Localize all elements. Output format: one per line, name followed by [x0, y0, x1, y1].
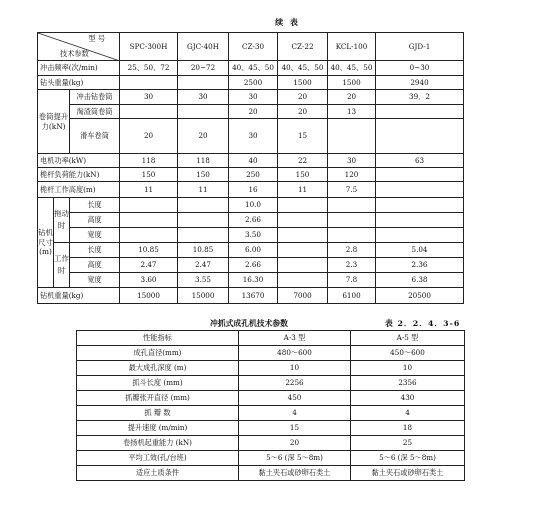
table-cell: 120	[328, 168, 376, 182]
table-cell: 11	[278, 182, 328, 198]
row-label: 滑车卷筒	[70, 119, 120, 154]
table-cell	[278, 198, 328, 213]
table-cell: 7.8	[328, 273, 376, 288]
row-label: 提升速度 (m/min)	[77, 421, 239, 436]
row-label: 适应土质条件	[77, 466, 239, 481]
table-cell	[376, 105, 464, 119]
table-row	[38, 154, 464, 168]
table-cell: 30	[328, 154, 376, 168]
table-cell: 13670	[229, 288, 278, 304]
table-row	[77, 376, 465, 391]
row-label: 长度	[70, 198, 120, 213]
row-label: 高度	[70, 213, 120, 228]
grab-rig-table-title: 冲抓式成孔机技术参数	[210, 319, 288, 328]
model-header: KCL-100	[328, 33, 376, 61]
table-cell: 25	[351, 436, 465, 451]
table-cell: 黏土夹石或砂卵石类土	[351, 466, 465, 481]
table-cell: 39．2	[376, 90, 464, 105]
table-cell	[328, 119, 376, 154]
table-cell: 22	[278, 154, 328, 168]
table-cell: 2.66	[229, 258, 278, 273]
table-cell: 4	[351, 406, 465, 421]
table-cell: 30	[229, 90, 278, 105]
table-cell: 2.8	[328, 243, 376, 258]
row-label: 卷扬机起重能力 (kN)	[77, 436, 239, 451]
table-cell	[376, 119, 464, 154]
table-cell	[328, 228, 376, 243]
table-cell: 11	[178, 182, 229, 198]
row-label: 成孔直径(mm)	[77, 346, 239, 361]
table-row	[38, 198, 464, 213]
table-cell: 118	[178, 154, 229, 168]
table-row	[38, 182, 464, 198]
table-cell	[120, 105, 178, 119]
table-row	[38, 76, 464, 90]
table-cell	[120, 198, 178, 213]
diagonal-header-cell	[38, 33, 120, 61]
table-cell: 10	[351, 361, 465, 376]
row-label: 冲击钻卷筒	[70, 90, 120, 105]
table-cell: 15	[278, 119, 328, 154]
row-label: 抓瓣张开直径 (mm)	[77, 391, 239, 406]
table-cell: 7.5	[328, 182, 376, 198]
row-label: 淘渣筒卷筒	[70, 105, 120, 119]
table-cell: 15	[239, 421, 351, 436]
table-cell: 40	[229, 154, 278, 168]
table-cell	[376, 228, 464, 243]
table-cell	[120, 76, 178, 90]
table-cell: 63	[376, 154, 464, 168]
table-row	[77, 451, 465, 466]
table-row	[38, 213, 464, 228]
table-cell: 2940	[376, 76, 464, 90]
table-cell: 6.00	[229, 243, 278, 258]
table-cell: 10	[239, 361, 351, 376]
table-cell	[278, 273, 328, 288]
row-label: 抓 瓣 数	[77, 406, 239, 421]
table-cell: 40、45、50	[328, 61, 376, 76]
row-label: 宽度	[70, 228, 120, 243]
table-row	[38, 90, 464, 105]
drum-group-label: 卷筒提升力(kN)	[38, 90, 70, 154]
table-header-row	[77, 331, 465, 346]
table-cell: 150	[120, 168, 178, 182]
row-label: 抓斗长度 (mm)	[77, 376, 239, 391]
table-cell: 15000	[120, 288, 178, 304]
table-cell: 1500	[328, 76, 376, 90]
table-row	[77, 406, 465, 421]
table-cell: 20	[178, 119, 229, 154]
row-label: 桅杆负荷能力(kN)	[38, 168, 120, 182]
table-cell: 10.85	[120, 243, 178, 258]
row-label: 钻头重量(kg)	[38, 76, 120, 90]
table-cell: 4	[239, 406, 351, 421]
table-cell: 250	[229, 168, 278, 182]
table-cell: 黏土夹石或砂卵石类土	[239, 466, 351, 481]
model-header: GJD-1	[376, 33, 464, 61]
row-label: 冲击频率(次/min)	[38, 61, 120, 76]
grab-rig-spec-table	[76, 330, 465, 481]
table-cell: 10.85	[178, 243, 229, 258]
table-cell: 2256	[239, 376, 351, 391]
table-cell	[178, 213, 229, 228]
table-cell: 30	[120, 90, 178, 105]
table-row	[77, 391, 465, 406]
table-cell: 450～600	[351, 346, 465, 361]
table-cell: 18	[351, 421, 465, 436]
table-row	[77, 421, 465, 436]
table-cell: 1500	[278, 76, 328, 90]
header-type-label: 型 号	[88, 34, 106, 43]
table-cell	[178, 76, 229, 90]
table-cell: 0~30	[376, 61, 464, 76]
table-row	[77, 346, 465, 361]
table-cell: 5.04	[376, 243, 464, 258]
table-cell: 2500	[229, 76, 278, 90]
row-label: 桅杆工作高度(m)	[38, 182, 120, 198]
table-row	[38, 61, 464, 76]
table-cell	[328, 198, 376, 213]
column-header: A-3 型	[239, 331, 351, 346]
row-label: 最大成孔深度 (m)	[77, 361, 239, 376]
table-cell: 7000	[278, 288, 328, 304]
model-header: GJC-40H	[178, 33, 229, 61]
row-label: 平均工效(孔/台班)	[77, 451, 239, 466]
table-cell: 3.60	[120, 273, 178, 288]
table-cell: 40、45、50	[278, 61, 328, 76]
table-cell: 15000	[178, 288, 229, 304]
table-cell: 16.30	[229, 273, 278, 288]
table-row	[38, 228, 464, 243]
table-row	[38, 243, 464, 258]
table-cell	[376, 198, 464, 213]
table-cell: 3.55	[178, 273, 229, 288]
table-cell: 3.50	[229, 228, 278, 243]
table-cell: 480～600	[239, 346, 351, 361]
table-cell: 450	[239, 391, 351, 406]
table-cell	[178, 228, 229, 243]
row-label: 钻机重量(kg)	[38, 288, 120, 304]
table-cell	[178, 198, 229, 213]
row-label: 高度	[70, 258, 120, 273]
table-cell	[120, 213, 178, 228]
continued-table-title: 续 表	[275, 17, 300, 27]
table-cell: 11	[120, 182, 178, 198]
table-cell: 20	[239, 436, 351, 451]
table-cell	[376, 182, 464, 198]
table-cell: 20	[278, 90, 328, 105]
table-cell	[278, 213, 328, 228]
table-cell: 2.47	[178, 258, 229, 273]
model-header: SPC-300H	[120, 33, 178, 61]
table-cell: 2356	[351, 376, 465, 391]
column-header: 性能指标	[77, 331, 239, 346]
grab-rig-table-number: 表 2．2．4．3-6	[385, 319, 461, 328]
table-cell: 5～6 (深 5～8m)	[351, 451, 465, 466]
table-cell: 2.36	[376, 258, 464, 273]
table-cell: 6100	[328, 288, 376, 304]
table-cell: 10.0	[229, 198, 278, 213]
table-row	[38, 168, 464, 182]
column-header: A-5 型	[351, 331, 465, 346]
table-cell: 5～6 (深 5～8m)	[239, 451, 351, 466]
table-cell: 20~72	[178, 61, 229, 76]
table-cell: 2.66	[229, 213, 278, 228]
table-cell: 20	[120, 119, 178, 154]
table-row	[77, 436, 465, 451]
table-cell: 6.38	[376, 273, 464, 288]
table-cell	[278, 258, 328, 273]
table-cell: 25、50、72	[120, 61, 178, 76]
row-label: 长度	[70, 243, 120, 258]
table-row	[38, 119, 464, 154]
table-cell: 20	[229, 105, 278, 119]
table-cell	[376, 213, 464, 228]
table-row	[38, 273, 464, 288]
table-cell: 2.3	[328, 258, 376, 273]
table-cell: 30	[178, 90, 229, 105]
table-cell: 118	[120, 154, 178, 168]
table-cell: 430	[351, 391, 465, 406]
model-header: CZ-22	[278, 33, 328, 61]
moving-group-label: 拖动时	[54, 198, 70, 243]
working-group-label: 工作时	[54, 243, 70, 288]
dims-group-label: 钻机尺寸(m)	[38, 198, 54, 288]
row-label: 电机功率(kW)	[38, 154, 120, 168]
percussion-rig-spec-table	[37, 32, 464, 304]
header-param-label: 技术参数	[60, 49, 89, 59]
table-cell: 13	[328, 105, 376, 119]
table-cell: 40、45、50	[229, 61, 278, 76]
table-cell: 20500	[376, 288, 464, 304]
table-row	[38, 288, 464, 304]
table-cell	[376, 168, 464, 182]
table-row	[38, 105, 464, 119]
table-row	[77, 466, 465, 481]
table-header-row	[38, 33, 464, 61]
table-cell	[328, 213, 376, 228]
table-cell	[278, 243, 328, 258]
table-cell: 20	[278, 105, 328, 119]
table-cell: 20	[328, 90, 376, 105]
table-cell: 16	[229, 182, 278, 198]
table-cell: 2.47	[120, 258, 178, 273]
table-cell: 30	[229, 119, 278, 154]
table-cell	[178, 105, 229, 119]
table-cell	[120, 228, 178, 243]
table-row	[38, 258, 464, 273]
model-header: CZ-30	[229, 33, 278, 61]
row-label: 宽度	[70, 273, 120, 288]
table-cell: 150	[278, 168, 328, 182]
table-cell: 150	[178, 168, 229, 182]
table-cell	[278, 228, 328, 243]
table-row	[77, 361, 465, 376]
